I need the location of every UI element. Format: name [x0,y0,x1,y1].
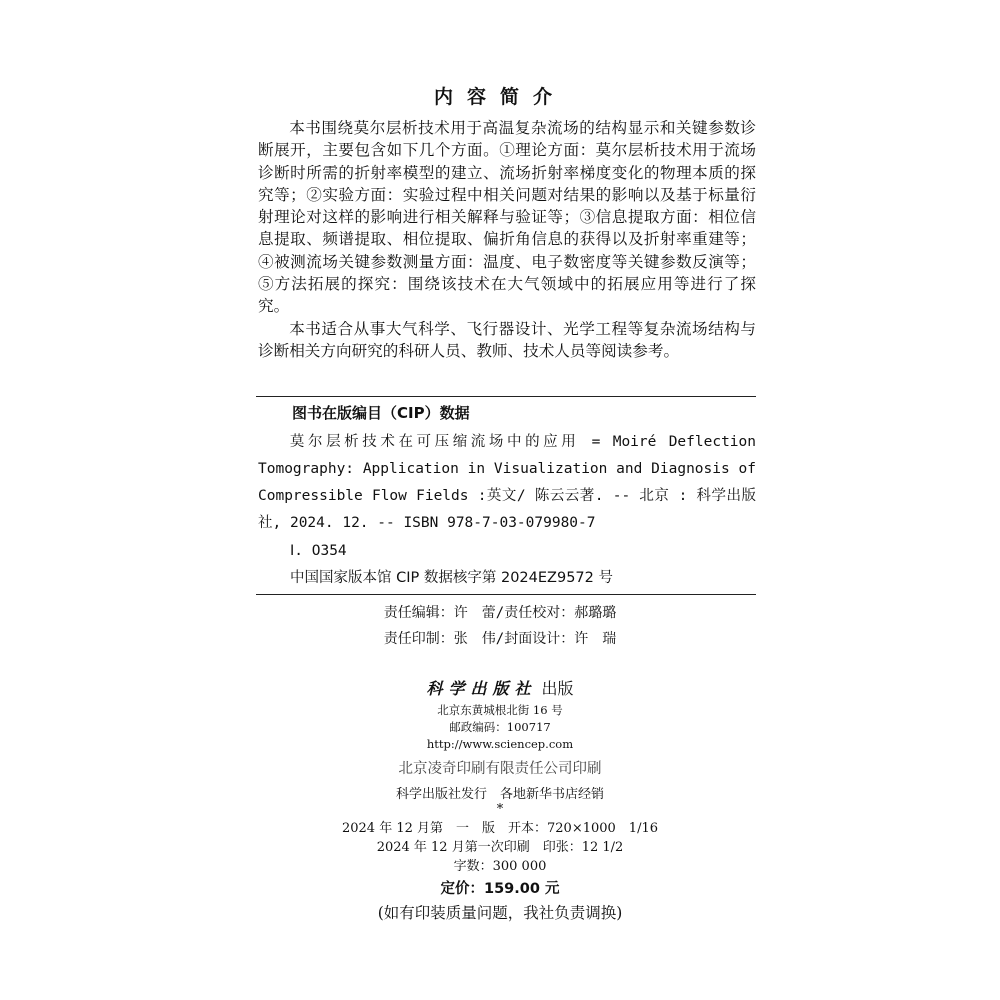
price: 定价：159.00 元 [440,881,560,897]
distribution: 科学出版社发行 各地新华书店经销 [395,787,604,802]
cip-classification: Ⅰ. O354 [290,543,347,559]
summary-section [258,117,756,362]
publisher-suffix: 出版 [536,679,574,698]
cip-top-divider [256,396,756,397]
cip-record: 莫尔层析技术在可压缩流场中的应用 = Moiré Deflection Tomography: Application in Visualization and Diagnosis of Compressible Flow Fields :英文/ 陈云云著. -- 北京 : 科学出版社, 2024. 12. -- ISBN 978-7-03-079980-7 [258,434,756,531]
publisher-name: 科学出版社 [426,679,537,698]
publisher-address: 北京东黄城根北街 16 号 [437,703,563,717]
summary-paragraph-1: 本书围绕莫尔层析技术用于高温复杂流场的结构显示和关键参数诊断展开，主要包含如下几个方面。①理论方面：莫尔层析技术用于流场诊断时所需的折射率模型的建立、流场折射率梯度变化的物理本质的探究等；②实验方面：实验过程中相关问题对结果的影响以及基于标量衍射理论对这样的影响进行相关解释与验证等；③信息提取方面：相位信息提取、频谱提取、相位提取、偏折角信息的获得以及折射率重建等；④被测流场关键参数测量方面：温度、电子数密度等关键参数反演等；⑤方法拓展的探究：围绕该技术在大气领域中的拓展应用等进行了探究。 [258,119,756,316]
staff-line-editors: 责任编辑：许 蕾/责任校对：郝璐璐 [383,605,617,621]
summary-title: 内容简介 [433,86,566,108]
separator-asterisk: * [496,802,504,817]
word-count: 字数：300 000 [453,859,547,874]
printer: 北京凌奇印刷有限责任公司印刷 [398,761,602,777]
staff-credits [0,600,1000,652]
edition-line: 2024 年 12 月第 一 版 开本：720×1000 1/16 [341,821,658,836]
website: http://www.sciencep.com [426,737,574,751]
cip-verification-number: 中国国家版本馆 CIP 数据核字第 2024EZ9572 号 [290,570,613,586]
quality-note: (如有印装质量问题，我社负责调换) [377,904,623,922]
imprint-section [0,676,1000,925]
printing-line: 2024 年 12 月第一次印刷 印张：12 1/2 [376,840,624,855]
staff-line-production: 责任印制：张 伟/封面设计：许 瑞 [383,631,617,647]
postcode: 邮政编码：100717 [449,720,551,734]
cip-bottom-divider [256,594,756,595]
summary-paragraph-2: 本书适合从事大气科学、飞行器设计、光学工程等复杂流场结构与诊断相关方向研究的科研人员、教师、技术人员等阅读参考。 [258,319,756,360]
cip-heading: 图书在版编目（CIP）数据 [292,404,470,422]
publisher-line [0,676,1000,702]
cip-section [258,401,756,590]
